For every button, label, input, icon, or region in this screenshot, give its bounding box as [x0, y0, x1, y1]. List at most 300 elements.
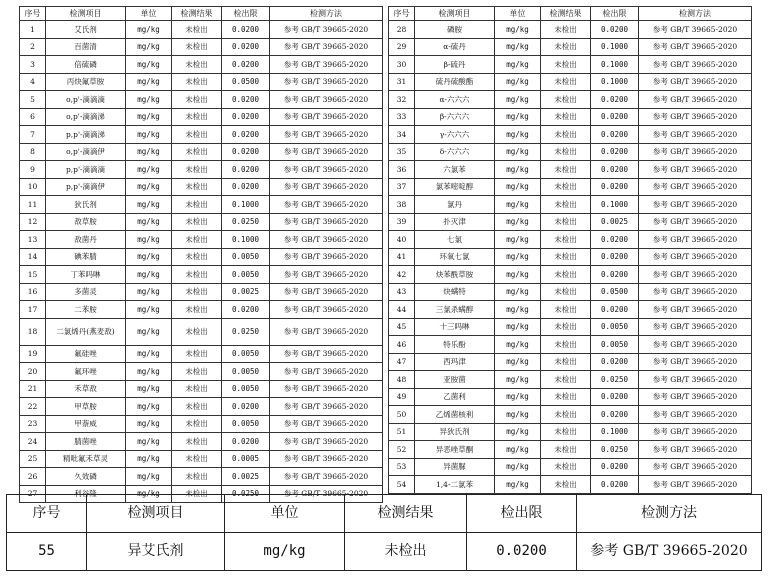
cell-result: 未检出	[541, 73, 591, 91]
cell-index: 3	[20, 56, 46, 74]
cell-unit: mg/kg	[126, 433, 172, 451]
cell-limit: 0.1000	[591, 423, 639, 441]
table-row	[20, 21, 383, 39]
table-row	[20, 91, 383, 109]
cell-index: 24	[20, 433, 46, 451]
table-row	[389, 266, 752, 284]
table-row	[389, 56, 752, 74]
cell-method: 参考 GB/T 39665-2020	[270, 450, 383, 468]
table-row	[20, 266, 383, 284]
cell-unit: mg/kg	[495, 301, 541, 319]
table-row	[7, 533, 762, 571]
cell-index: 2	[20, 38, 46, 56]
cell-method: 参考 GB/T 39665-2020	[639, 388, 752, 406]
cell-result: 未检出	[172, 38, 222, 56]
cell-item: 西玛津	[415, 353, 495, 371]
cell-limit: 0.0200	[591, 178, 639, 196]
cell-result: 未检出	[541, 126, 591, 144]
cell-result: 未检出	[541, 283, 591, 301]
cell-index: 45	[389, 318, 415, 336]
cell-limit: 0.0200	[591, 231, 639, 249]
cell-item: 异恶唑草酮	[415, 441, 495, 459]
cell-unit: mg/kg	[495, 318, 541, 336]
cell-method: 参考 GB/T 39665-2020	[639, 21, 752, 39]
cell-method: 参考 GB/T 39665-2020	[270, 91, 383, 109]
cell-unit: mg/kg	[126, 345, 172, 363]
cell-method: 参考 GB/T 39665-2020	[270, 108, 383, 126]
cell-unit: mg/kg	[495, 266, 541, 284]
table-header-row	[389, 7, 752, 21]
cell-item: 精吡氟禾草灵	[46, 450, 126, 468]
table-row	[20, 398, 383, 416]
cell-item: 久效磷	[46, 468, 126, 486]
cell-item: 炔苯酰草胺	[415, 266, 495, 284]
cell-method: 参考 GB/T 39665-2020	[639, 423, 752, 441]
cell-result: 未检出	[172, 266, 222, 284]
table-row	[20, 178, 383, 196]
cell-limit: 0.0025	[222, 283, 270, 301]
table-row	[389, 231, 752, 249]
cell-unit: mg/kg	[495, 336, 541, 354]
cell-unit: mg/kg	[495, 178, 541, 196]
cell-index: 20	[20, 363, 46, 381]
table-row	[389, 248, 752, 266]
table-row	[20, 345, 383, 363]
cell-limit: 0.0200	[591, 406, 639, 424]
cell-unit: mg/kg	[495, 248, 541, 266]
cell-method: 参考 GB/T 39665-2020	[270, 380, 383, 398]
cell-limit: 0.0200	[222, 108, 270, 126]
header-unit: 单位	[225, 495, 345, 533]
cell-item: β-六六六	[415, 108, 495, 126]
cell-limit: 0.0200	[591, 248, 639, 266]
cell-result: 未检出	[541, 266, 591, 284]
cell-unit: mg/kg	[126, 161, 172, 179]
cell-method: 参考 GB/T 39665-2020	[270, 21, 383, 39]
left-table	[19, 6, 383, 503]
cell-method: 参考 GB/T 39665-2020	[639, 406, 752, 424]
cell-index: 32	[389, 91, 415, 109]
table-row	[389, 353, 752, 371]
table-row	[389, 178, 752, 196]
cell-item: 倍硫磷	[46, 56, 126, 74]
cell-method: 参考 GB/T 39665-2020	[639, 196, 752, 214]
cell-result: 未检出	[541, 38, 591, 56]
cell-item: 七氯	[415, 231, 495, 249]
cell-item: δ-六六六	[415, 143, 495, 161]
table-row	[20, 56, 383, 74]
cell-method: 参考 GB/T 39665-2020	[270, 38, 383, 56]
cell-limit: 0.0200	[591, 388, 639, 406]
cell-result: 未检出	[541, 231, 591, 249]
cell-item: 氯丹	[415, 196, 495, 214]
cell-limit: 0.0200	[591, 476, 639, 494]
cell-unit: mg/kg	[495, 476, 541, 494]
cell-index: 35	[389, 143, 415, 161]
cell-method: 参考 GB/T 39665-2020	[270, 196, 383, 214]
cell-unit: mg/kg	[495, 38, 541, 56]
cell-limit: 0.0200	[591, 91, 639, 109]
cell-result: 未检出	[541, 196, 591, 214]
table-row	[20, 318, 383, 345]
cell-unit: mg/kg	[126, 231, 172, 249]
header-method: 检测方法	[577, 495, 762, 533]
table-row	[20, 38, 383, 56]
cell-limit: 0.0200	[222, 21, 270, 39]
cell-result: 未检出	[541, 476, 591, 494]
cell-result: 未检出	[541, 178, 591, 196]
cell-unit: mg/kg	[126, 126, 172, 144]
cell-limit: 0.0050	[591, 318, 639, 336]
cell-result: 未检出	[172, 398, 222, 416]
cell-unit: mg/kg	[126, 266, 172, 284]
cell-method: 参考 GB/T 39665-2020	[639, 318, 752, 336]
table-row	[389, 38, 752, 56]
table-row	[389, 301, 752, 319]
cell-index: 50	[389, 406, 415, 424]
cell-item: 利谷隆	[46, 485, 126, 503]
cell-limit: 0.0025	[591, 213, 639, 231]
cell-method: 参考 GB/T 39665-2020	[639, 231, 752, 249]
cell-limit: 0.1000	[222, 196, 270, 214]
cell-method: 参考 GB/T 39665-2020	[639, 143, 752, 161]
cell-result: 未检出	[541, 56, 591, 74]
table-row	[20, 301, 383, 319]
cell-unit: mg/kg	[126, 380, 172, 398]
cell-method: 参考 GB/T 39665-2020	[639, 178, 752, 196]
cell-method: 参考 GB/T 39665-2020	[270, 433, 383, 451]
cell-limit: 0.0050	[591, 336, 639, 354]
cell-index: 34	[389, 126, 415, 144]
cell-index: 25	[20, 450, 46, 468]
cell-unit: mg/kg	[126, 248, 172, 266]
cell-index: 19	[20, 345, 46, 363]
cell-limit: 0.1000	[591, 73, 639, 91]
cell-result: 未检出	[172, 143, 222, 161]
cell-result: 未检出	[541, 318, 591, 336]
cell-item: 环氧七氯	[415, 248, 495, 266]
cell-method: 参考 GB/T 39665-2020	[270, 231, 383, 249]
cell-result: 未检出	[345, 533, 467, 571]
cell-limit: 0.0005	[222, 450, 270, 468]
cell-method: 参考 GB/T 39665-2020	[639, 161, 752, 179]
cell-result: 未检出	[172, 468, 222, 486]
cell-method: 参考 GB/T 39665-2020	[577, 533, 762, 571]
cell-result: 未检出	[172, 91, 222, 109]
cell-limit: 0.0200	[222, 38, 270, 56]
bottom-table	[6, 494, 762, 571]
cell-index: 18	[20, 318, 46, 345]
cell-method: 参考 GB/T 39665-2020	[639, 301, 752, 319]
cell-limit: 0.1000	[222, 231, 270, 249]
cell-unit: mg/kg	[495, 371, 541, 389]
cell-method: 参考 GB/T 39665-2020	[639, 73, 752, 91]
cell-unit: mg/kg	[495, 21, 541, 39]
cell-result: 未检出	[541, 143, 591, 161]
cell-limit: 0.0200	[591, 126, 639, 144]
table-row	[20, 450, 383, 468]
cell-result: 未检出	[172, 231, 222, 249]
cell-index: 54	[389, 476, 415, 494]
cell-limit: 0.0050	[222, 415, 270, 433]
cell-index: 11	[20, 196, 46, 214]
cell-limit: 0.0050	[222, 248, 270, 266]
cell-index: 43	[389, 283, 415, 301]
cell-unit: mg/kg	[126, 38, 172, 56]
table-row	[389, 91, 752, 109]
cell-unit: mg/kg	[495, 108, 541, 126]
cell-index: 55	[7, 533, 87, 571]
cell-limit: 0.0250	[222, 318, 270, 345]
cell-item: 艾氏剂	[46, 21, 126, 39]
cell-item: 三氯杀螨醇	[415, 301, 495, 319]
cell-item: 二苯胺	[46, 301, 126, 319]
cell-item: 甲草胺	[46, 398, 126, 416]
table-row	[20, 231, 383, 249]
table-row	[389, 406, 752, 424]
cell-index: 41	[389, 248, 415, 266]
cell-unit: mg/kg	[126, 56, 172, 74]
cell-item: 硫丹硫酸酯	[415, 73, 495, 91]
header-result: 检测结果	[172, 7, 222, 21]
cell-limit: 0.0050	[222, 345, 270, 363]
cell-method: 参考 GB/T 39665-2020	[270, 266, 383, 284]
cell-unit: mg/kg	[126, 485, 172, 503]
cell-unit: mg/kg	[126, 398, 172, 416]
cell-item: 异艾氏剂	[87, 533, 225, 571]
cell-method: 参考 GB/T 39665-2020	[270, 73, 383, 91]
cell-unit: mg/kg	[495, 56, 541, 74]
cell-method: 参考 GB/T 39665-2020	[639, 266, 752, 284]
table-row	[389, 161, 752, 179]
cell-item: 炔螨特	[415, 283, 495, 301]
table-row	[389, 283, 752, 301]
table-row	[20, 143, 383, 161]
cell-unit: mg/kg	[495, 441, 541, 459]
table-row	[389, 21, 752, 39]
cell-unit: mg/kg	[495, 423, 541, 441]
cell-unit: mg/kg	[495, 73, 541, 91]
results-table-right	[388, 6, 752, 494]
cell-method: 参考 GB/T 39665-2020	[270, 301, 383, 319]
cell-result: 未检出	[541, 388, 591, 406]
cell-index: 15	[20, 266, 46, 284]
cell-unit: mg/kg	[495, 143, 541, 161]
cell-unit: mg/kg	[495, 91, 541, 109]
cell-index: 44	[389, 301, 415, 319]
cell-item: 丙炔氟草胺	[46, 73, 126, 91]
table-header-row	[7, 495, 762, 533]
cell-result: 未检出	[541, 108, 591, 126]
cell-item: 多菌灵	[46, 283, 126, 301]
cell-index: 8	[20, 143, 46, 161]
cell-method: 参考 GB/T 39665-2020	[270, 248, 383, 266]
table-row	[389, 73, 752, 91]
cell-item: 狄氏剂	[46, 196, 126, 214]
cell-limit: 0.0200	[591, 21, 639, 39]
table-row	[20, 196, 383, 214]
cell-index: 17	[20, 301, 46, 319]
cell-limit: 0.0200	[591, 108, 639, 126]
cell-item: 乙烯菌核利	[415, 406, 495, 424]
cell-unit: mg/kg	[126, 301, 172, 319]
cell-item: 腈菌唑	[46, 433, 126, 451]
cell-method: 参考 GB/T 39665-2020	[639, 38, 752, 56]
cell-result: 未检出	[172, 126, 222, 144]
cell-index: 47	[389, 353, 415, 371]
cell-unit: mg/kg	[126, 91, 172, 109]
cell-method: 参考 GB/T 39665-2020	[270, 143, 383, 161]
cell-limit: 0.0200	[222, 398, 270, 416]
header-unit: 单位	[495, 7, 541, 21]
cell-method: 参考 GB/T 39665-2020	[270, 398, 383, 416]
cell-limit: 0.0200	[222, 161, 270, 179]
cell-item: 十三吗啉	[415, 318, 495, 336]
table-row	[20, 283, 383, 301]
cell-index: 16	[20, 283, 46, 301]
results-table-bottom	[6, 494, 762, 572]
cell-limit: 0.0250	[222, 485, 270, 503]
table-row	[20, 433, 383, 451]
cell-limit: 0.1000	[591, 56, 639, 74]
results-table-left	[19, 6, 383, 503]
cell-index: 12	[20, 213, 46, 231]
header-item: 检测项目	[87, 495, 225, 533]
header-index: 序号	[389, 7, 415, 21]
table-row	[389, 318, 752, 336]
cell-result: 未检出	[172, 73, 222, 91]
cell-method: 参考 GB/T 39665-2020	[270, 56, 383, 74]
cell-result: 未检出	[172, 283, 222, 301]
cell-result: 未检出	[172, 433, 222, 451]
cell-item: 1,4-二氯苯	[415, 476, 495, 494]
cell-unit: mg/kg	[126, 213, 172, 231]
cell-result: 未检出	[172, 21, 222, 39]
header-index: 序号	[20, 7, 46, 21]
table-row	[389, 458, 752, 476]
cell-unit: mg/kg	[126, 178, 172, 196]
table-row	[20, 468, 383, 486]
cell-item: 六氯苯	[415, 161, 495, 179]
cell-index: 13	[20, 231, 46, 249]
cell-method: 参考 GB/T 39665-2020	[639, 371, 752, 389]
cell-method: 参考 GB/T 39665-2020	[270, 485, 383, 503]
cell-method: 参考 GB/T 39665-2020	[270, 161, 383, 179]
table-row	[389, 423, 752, 441]
cell-method: 参考 GB/T 39665-2020	[639, 213, 752, 231]
cell-method: 参考 GB/T 39665-2020	[639, 353, 752, 371]
cell-result: 未检出	[541, 336, 591, 354]
cell-unit: mg/kg	[495, 196, 541, 214]
cell-item: α-六六六	[415, 91, 495, 109]
cell-limit: 0.0250	[591, 371, 639, 389]
cell-index: 1	[20, 21, 46, 39]
cell-index: 30	[389, 56, 415, 74]
cell-index: 5	[20, 91, 46, 109]
cell-index: 6	[20, 108, 46, 126]
header-method: 检测方法	[639, 7, 752, 21]
cell-limit: 0.0200	[591, 143, 639, 161]
cell-index: 10	[20, 178, 46, 196]
cell-index: 9	[20, 161, 46, 179]
cell-result: 未检出	[172, 178, 222, 196]
cell-item: γ-六六六	[415, 126, 495, 144]
cell-result: 未检出	[172, 450, 222, 468]
table-row	[20, 126, 383, 144]
header-limit: 检出限	[591, 7, 639, 21]
cell-unit: mg/kg	[126, 143, 172, 161]
cell-item: 特乐酚	[415, 336, 495, 354]
cell-index: 42	[389, 266, 415, 284]
cell-index: 46	[389, 336, 415, 354]
cell-index: 48	[389, 371, 415, 389]
cell-method: 参考 GB/T 39665-2020	[270, 415, 383, 433]
cell-index: 28	[389, 21, 415, 39]
cell-item: 氟硅唑	[46, 345, 126, 363]
cell-result: 未检出	[541, 406, 591, 424]
cell-method: 参考 GB/T 39665-2020	[639, 126, 752, 144]
cell-result: 未检出	[172, 161, 222, 179]
table-row	[389, 371, 752, 389]
cell-unit: mg/kg	[495, 353, 541, 371]
cell-index: 7	[20, 126, 46, 144]
cell-result: 未检出	[541, 371, 591, 389]
cell-result: 未检出	[541, 21, 591, 39]
cell-unit: mg/kg	[495, 388, 541, 406]
cell-limit: 0.0050	[222, 266, 270, 284]
cell-method: 参考 GB/T 39665-2020	[270, 318, 383, 345]
cell-index: 39	[389, 213, 415, 231]
table-header-row	[20, 7, 383, 21]
cell-index: 14	[20, 248, 46, 266]
cell-limit: 0.0250	[222, 213, 270, 231]
cell-result: 未检出	[541, 458, 591, 476]
cell-method: 参考 GB/T 39665-2020	[639, 56, 752, 74]
table-row	[389, 441, 752, 459]
cell-limit: 0.0200	[222, 56, 270, 74]
cell-index: 31	[389, 73, 415, 91]
cell-limit: 0.0200	[222, 301, 270, 319]
header-result: 检测结果	[541, 7, 591, 21]
cell-unit: mg/kg	[495, 161, 541, 179]
cell-unit: mg/kg	[495, 458, 541, 476]
header-limit: 检出限	[467, 495, 577, 533]
cell-item: 二氯烯丹(燕麦敌)	[46, 318, 126, 345]
right-table	[388, 6, 752, 494]
cell-result: 未检出	[172, 196, 222, 214]
cell-unit: mg/kg	[126, 363, 172, 381]
cell-limit: 0.0250	[591, 441, 639, 459]
cell-index: 38	[389, 196, 415, 214]
cell-result: 未检出	[541, 353, 591, 371]
cell-index: 36	[389, 161, 415, 179]
cell-item: 扑灭津	[415, 213, 495, 231]
cell-method: 参考 GB/T 39665-2020	[270, 213, 383, 231]
header-index: 序号	[7, 495, 87, 533]
cell-unit: mg/kg	[126, 73, 172, 91]
cell-limit: 0.0050	[222, 380, 270, 398]
cell-result: 未检出	[541, 441, 591, 459]
cell-item: o,p'-滴滴涕	[46, 108, 126, 126]
header-item: 检测项目	[415, 7, 495, 21]
cell-unit: mg/kg	[126, 415, 172, 433]
table-row	[20, 380, 383, 398]
table-row	[389, 213, 752, 231]
table-row	[20, 363, 383, 381]
cell-item: 敌菌丹	[46, 231, 126, 249]
cell-limit: 0.0200	[591, 161, 639, 179]
cell-item: 碘苯腈	[46, 248, 126, 266]
